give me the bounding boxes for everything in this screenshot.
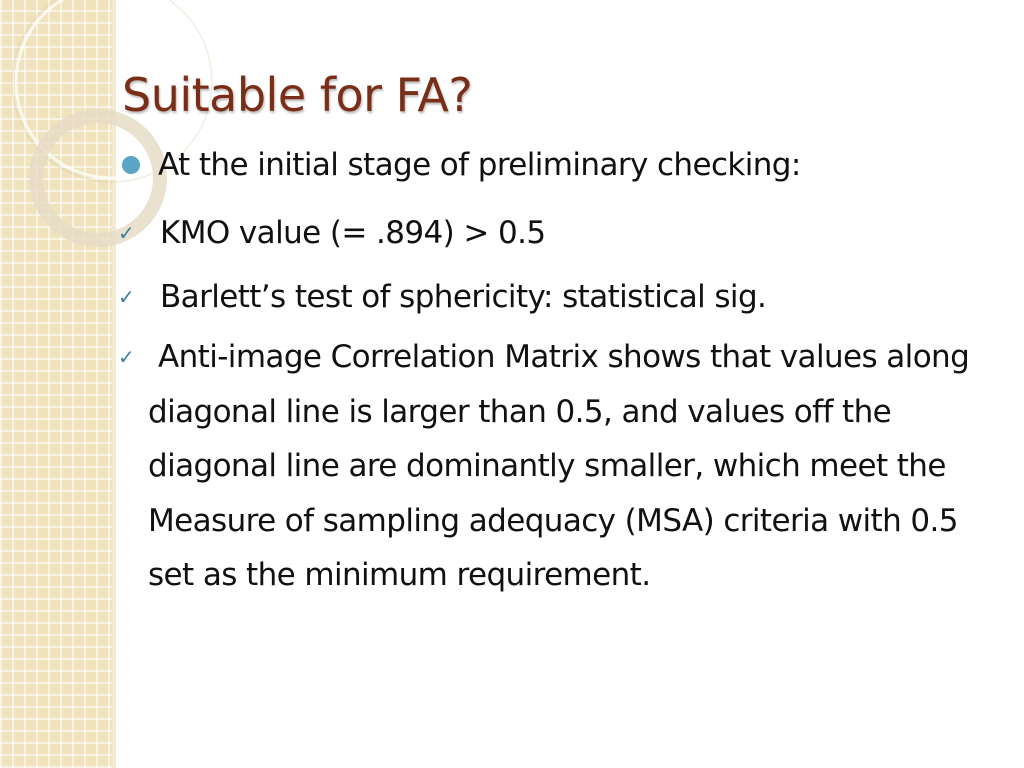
check-item [118, 264, 998, 330]
checkmark-icon: ✓ [118, 221, 135, 245]
dot-icon [122, 156, 140, 174]
check-item-text: Anti-image Correlation Matrix shows that values along diagonal line is larger than 0.5, and values off the diagonal line are dominantly smaller, which meet the Measure of sampling adequacy (MSA) criteria with 0.5 set as the minimum requirement. [148, 339, 970, 593]
check-item [118, 330, 998, 603]
slide-title: Suitable for FA? [122, 68, 473, 122]
decorative-left-band [0, 0, 112, 768]
bullet-list [118, 140, 998, 603]
checkmark-icon: ✓ [118, 345, 135, 369]
decorative-band-edge [112, 0, 116, 768]
check-item-text: KMO value (= .894) > 0.5 [160, 215, 546, 251]
checkmark-icon: ✓ [118, 285, 135, 309]
bullet-text: At the initial stage of preliminary checking: [158, 147, 801, 183]
check-item-text: Barlett’s test of sphericity: statistical sig. [160, 279, 767, 315]
check-item [118, 202, 998, 264]
bullet-item [118, 140, 998, 202]
